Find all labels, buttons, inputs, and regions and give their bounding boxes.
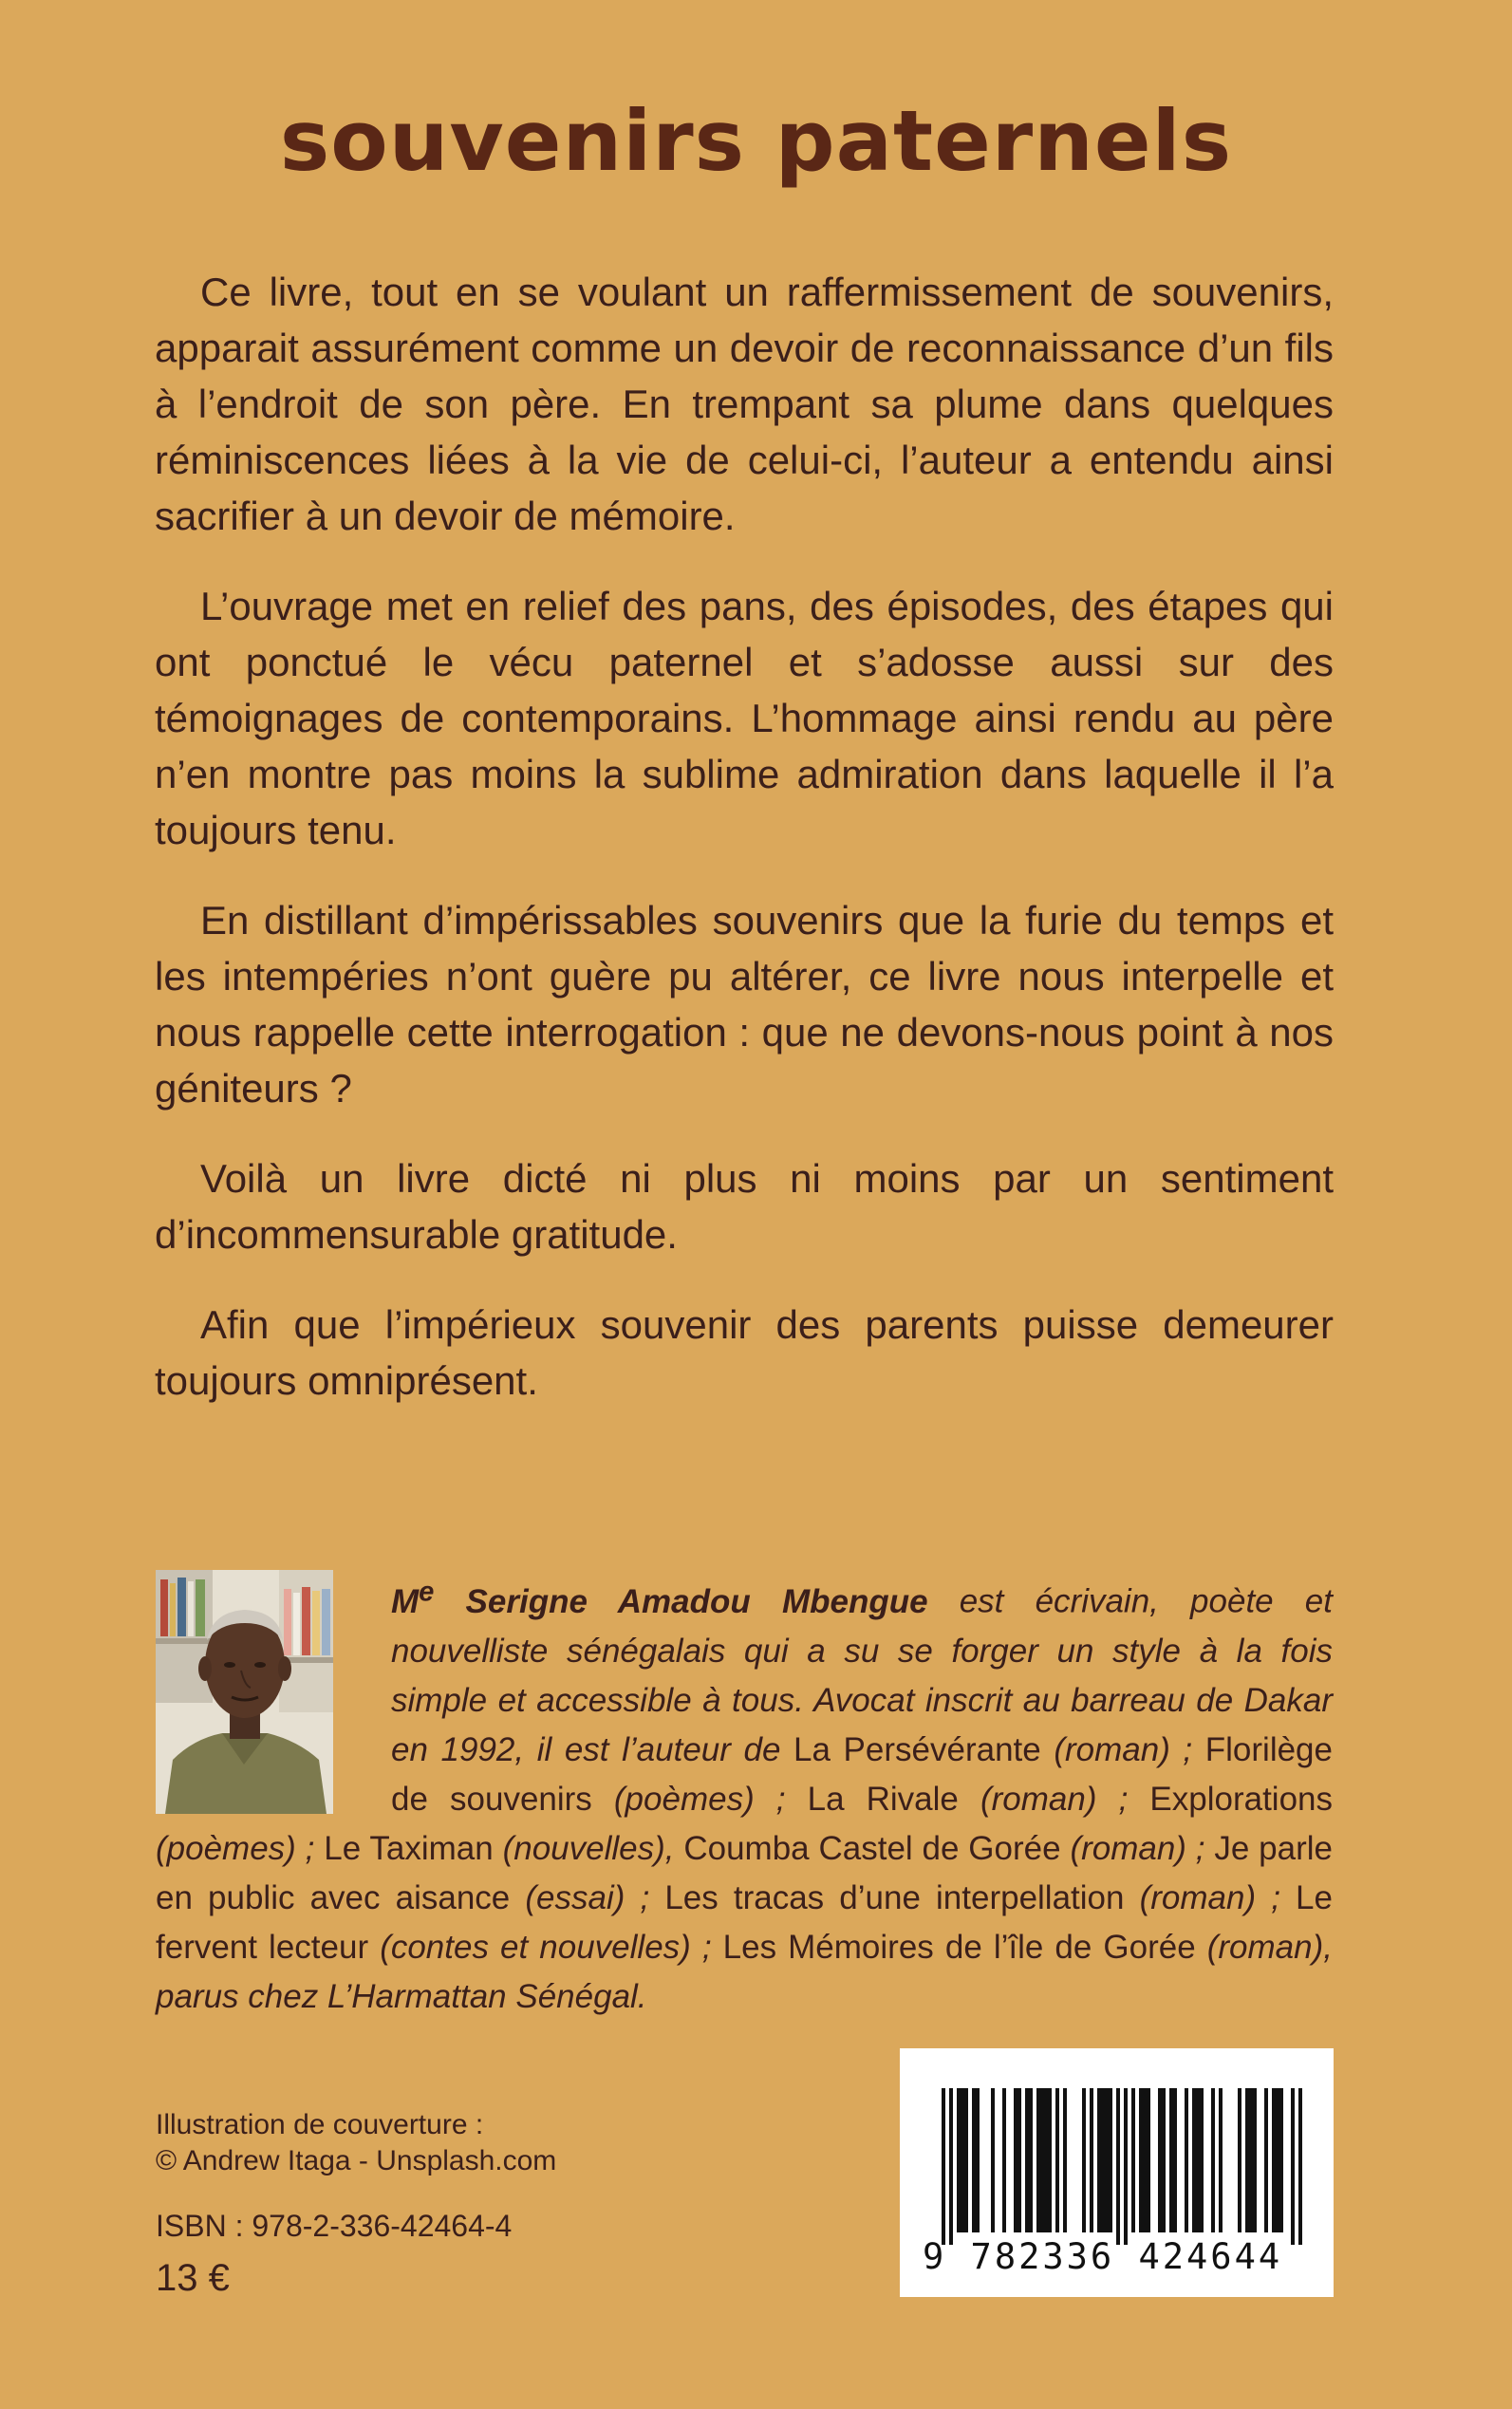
barcode-bar [1158, 2088, 1162, 2232]
bio-segment: Les tracas d’une interpellation [664, 1878, 1140, 1916]
barcode-bar [1291, 2088, 1295, 2245]
bio-segment: (roman) ; [980, 1780, 1150, 1818]
barcode-bar [1048, 2088, 1052, 2232]
bio-segment: (poèmes) ; [156, 1829, 325, 1867]
barcode-bar [1249, 2088, 1253, 2232]
barcode-bar [1185, 2088, 1188, 2232]
barcode-bar [972, 2088, 976, 2232]
barcode-bar [1131, 2088, 1135, 2232]
barcode-bar [1116, 2088, 1120, 2245]
bio-segment: (roman) ; [1054, 1730, 1205, 1768]
barcode-bar [1105, 2088, 1109, 2232]
barcode-bar [1055, 2088, 1059, 2232]
bio-segment: Le fervent lecteur [156, 1878, 1333, 1966]
author-name-text: Serigne Amadou Mbengue [465, 1582, 928, 1620]
bio-segment: (roman) ; [1139, 1878, 1297, 1916]
barcode-bar [1211, 2088, 1215, 2232]
barcode-bar [991, 2088, 995, 2232]
barcode-bar [1139, 2088, 1143, 2232]
barcode-bar [1014, 2088, 1017, 2232]
barcode-bar [1017, 2088, 1021, 2232]
bio-segment: Coumba Castel de Gorée [683, 1829, 1071, 1867]
author-name [391, 1577, 928, 1620]
barcode-bar [1029, 2088, 1033, 2232]
barcode-bar [1173, 2088, 1177, 2232]
isbn: ISBN : 978-2-336-42464-4 [156, 2209, 513, 2243]
barcode-bar [1245, 2088, 1249, 2232]
photo-spacer [156, 1567, 391, 1810]
bio-segment: (nouvelles), [502, 1829, 684, 1867]
barcode-bar [964, 2088, 968, 2232]
bio-segment: (roman) ; [1070, 1829, 1215, 1867]
bio-segment: Explorations [1149, 1780, 1333, 1818]
barcode-bar [976, 2088, 980, 2232]
barcode [900, 2048, 1334, 2297]
barcode-bar [1147, 2088, 1150, 2232]
barcode-bar [1264, 2088, 1268, 2232]
barcode-bar [1253, 2088, 1257, 2232]
barcode-bar [1279, 2088, 1283, 2232]
bio-segment: (poèmes) ; [613, 1780, 808, 1818]
bio-segment: (essai) ; [525, 1878, 665, 1916]
barcode-bar [1109, 2088, 1112, 2232]
blurb-paragraph: En distillant d’impérissables souvenirs que la furie du temps et les intempéries n’ont guère pu altérer, ce livre nous interpelle et nous rappelle cette interrogation : que ne devons-nous point à nos géniteurs ? [155, 898, 1334, 1111]
barcode-bar [1097, 2088, 1101, 2232]
barcode-digits: 9 782336 424644 [923, 2236, 1283, 2277]
barcode-bar [1090, 2088, 1093, 2232]
barcode-bar [1002, 2088, 1006, 2232]
bio-segment: La Rivale [807, 1780, 980, 1818]
barcode-bar [957, 2088, 961, 2232]
price: 13 € [156, 2257, 230, 2299]
barcode-bar [1200, 2088, 1204, 2232]
barcode-bar [1272, 2088, 1276, 2232]
barcode-bar [1276, 2088, 1279, 2232]
barcode-bar [942, 2088, 945, 2245]
bio-segment: (contes et nouvelles) ; [380, 1928, 723, 1966]
bio-segment: Je parle en public avec aisance [156, 1829, 1334, 1916]
barcode-bar [961, 2088, 964, 2232]
barcode-bar [949, 2088, 953, 2245]
barcode-bar [1196, 2088, 1200, 2232]
cover-credits [156, 2107, 556, 2179]
blurb [155, 264, 1334, 1443]
barcode-bar [1169, 2088, 1173, 2232]
barcode-bar [1063, 2088, 1067, 2232]
credits-line: Illustration de couverture : [156, 2109, 484, 2140]
barcode-bar [1298, 2088, 1302, 2245]
blurb-paragraph: L’ouvrage met en relief des pans, des épisodes, des étapes qui ont ponctué le vécu paternel et s’adosse aussi sur des témoignages de contemporains. L’hommage ainsi rendu au père n’en montre pas moins la sublime admiration dans laquelle il l’a toujours tenu. [155, 584, 1334, 852]
blurb-paragraph: Afin que l’impérieux souvenir des parents puisse demeurer toujours omniprésent. [155, 1302, 1334, 1403]
bio-segment: (roman), parus chez L’Harmattan Sénégal. [156, 1928, 1333, 2015]
barcode-bar [1219, 2088, 1223, 2232]
barcode-bar [1025, 2088, 1029, 2232]
barcode-bar [1036, 2088, 1040, 2232]
bio-segment: La Persévérante [793, 1730, 1055, 1768]
author-prefix-sup: e [419, 1577, 435, 1607]
barcode-bar [1192, 2088, 1196, 2232]
barcode-bar [1040, 2088, 1044, 2232]
bio-segment: Florilège de souvenirs [391, 1730, 1333, 1818]
blurb-paragraph: Ce livre, tout en se voulant un raffermissement de souvenirs, apparait assurément comme un devoir de reconnaissance d’un fils à l’endroit de son père. En trempant sa plume dans quelques réminiscences liées à la vie de celui-ci, l’auteur a entendu ainsi sacrifier à un devoir de mémoire. [155, 270, 1334, 538]
barcode-bar [1044, 2088, 1048, 2232]
bio-segment: Les Mémoires de l’île de Gorée [722, 1928, 1207, 1966]
author-bio [156, 1567, 1333, 2022]
bio-segment: est écrivain, poète et nouvelliste sénégalais qui a su se forger un style à la fois simple et accessible à tous. Avocat inscrit au barreau de Dakar en 1992, il est l’auteur de [391, 1582, 1333, 1768]
book-title: souvenirs paternels [279, 92, 1233, 190]
blurb-paragraph: Voilà un livre dicté ni plus ni moins par un sentiment d’incommensurable gratitude. [155, 1156, 1334, 1257]
barcode-bar [1238, 2088, 1241, 2232]
barcode-bar [1143, 2088, 1147, 2232]
barcode-bar [1082, 2088, 1086, 2232]
bio-segment: Le Taximan [324, 1829, 503, 1867]
credits-line: © Andrew Itaga - Unsplash.com [156, 2145, 557, 2176]
barcode-bar [1101, 2088, 1105, 2232]
barcode-bar [1124, 2088, 1128, 2245]
author-prefix: M [391, 1582, 420, 1620]
barcode-bar [1162, 2088, 1166, 2232]
